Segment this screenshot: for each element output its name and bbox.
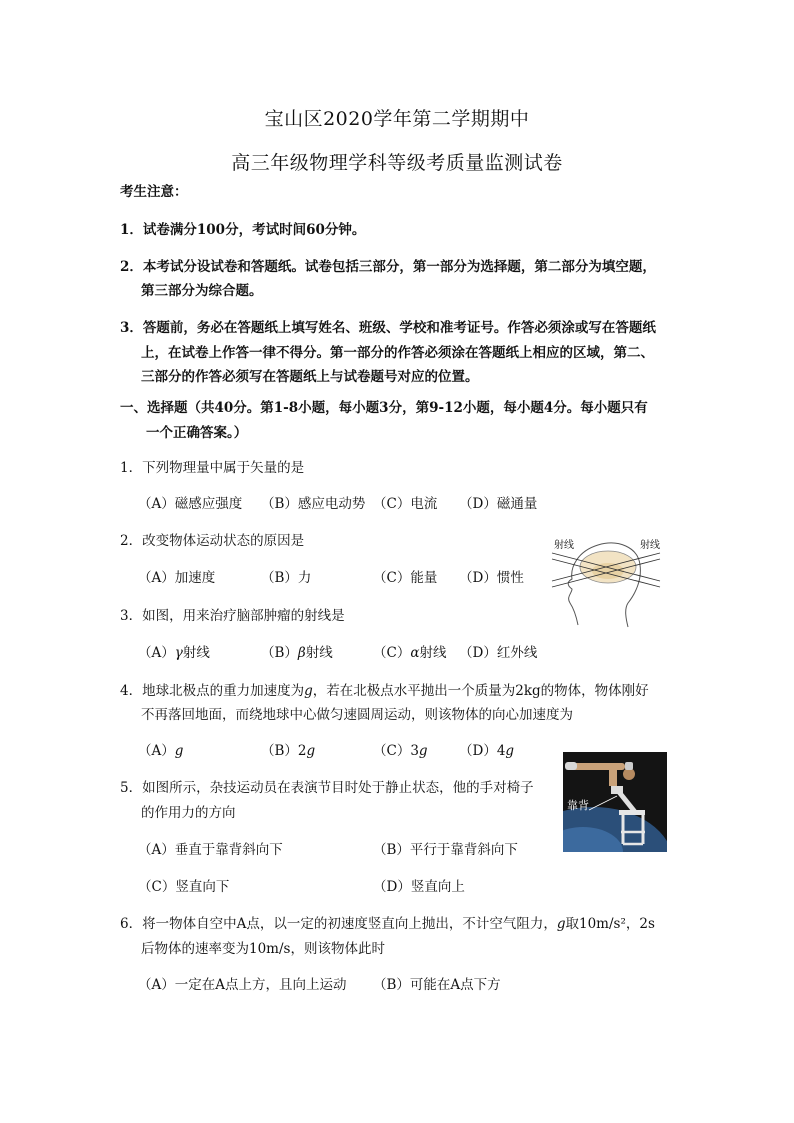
notice-heading: 考生注意：	[120, 184, 188, 200]
q4-option-d	[459, 741, 514, 761]
q4-d-prefix: （D）4	[459, 743, 506, 759]
q5-stem-line1: 5．如图所示，杂技运动员在表演节目时处于静止状态，他的手对椅子	[120, 780, 534, 796]
q4-option-b	[261, 741, 315, 761]
notice-item-3-line1: 3．答题前，务必在答题纸上填写姓名、班级、学校和准考证号。作答必须涂或写在答题纸	[120, 320, 656, 336]
q3-b-symbol: β	[297, 645, 306, 661]
q5-stem-line2: 的作用力的方向	[141, 805, 236, 821]
q4-stem-line1	[120, 681, 649, 701]
fig-backrest-label: 靠背	[567, 799, 589, 812]
q3-c-symbol: α	[410, 645, 420, 661]
notice-item-2-line1: 2．本考试分设试卷和答题纸。试卷包括三部分，第一部分为选择题，第二部分为填空题，	[120, 259, 656, 275]
q3-a-suffix: 射线	[182, 645, 210, 661]
acrobat-chair-figure	[563, 752, 667, 852]
section1-heading-line1: 一、选择题（共40分。第1-8小题，每小题3分，第9-12小题，每小题4分。每小题只有	[120, 400, 648, 416]
q4-c-prefix: （C）3	[373, 743, 419, 759]
q4-option-a	[138, 741, 183, 761]
q6-line1-post: 取10m/s²，2s	[565, 916, 655, 932]
q3-stem: 3．如图，用来治疗脑部肿瘤的射线是	[120, 608, 345, 624]
q5-option-b: （B）平行于靠背斜向下	[373, 842, 518, 858]
q4-line1-post: ，若在北极点水平抛出一个质量为2kg的物体，物体刚好	[312, 683, 649, 699]
notice-item-1: 1．试卷满分100分，考试时间60分钟。	[120, 222, 366, 238]
notice-item-2-line2: 第三部分为综合题。	[141, 283, 263, 299]
q4-stem-line2: 不再落回地面，而绕地球中心做匀速圆周运动，则该物体的向心加速度为	[141, 707, 573, 723]
fig-ray-label-left: 射线	[554, 540, 574, 551]
q6-option-a: （A）一定在A点上方，且向上运动	[138, 977, 347, 993]
q3-b-suffix: 射线	[305, 645, 333, 661]
q5-option-a: （A）垂直于靠背斜向下	[138, 842, 283, 858]
q4-d-value: g	[505, 743, 515, 759]
q3-a-symbol: γ	[174, 645, 183, 661]
q6-stem-line2: 后物体的速率变为10m/s，则该物体此时	[141, 941, 385, 957]
q3-c-suffix: 射线	[419, 645, 447, 661]
q2-option-c: （C）能量	[373, 570, 438, 586]
q3-b-prefix: （B）	[261, 645, 298, 661]
notice-item-3-line2: 上，在试卷上作答一律不得分。第一部分的作答必须涂在答题纸上相应的区域，第二、	[141, 345, 654, 361]
q5-option-d: （D）竖直向上	[373, 879, 465, 895]
q3-option-a	[138, 643, 210, 663]
q6-stem-line1	[120, 914, 655, 934]
q4-a-prefix: （A）	[138, 743, 175, 759]
q1-option-c: （C）电流	[373, 496, 438, 512]
q3-option-c	[373, 643, 446, 663]
q4-c-value: g	[418, 743, 428, 759]
brain-radiation-figure	[548, 537, 664, 633]
q2-stem: 2．改变物体运动状态的原因是	[120, 533, 305, 549]
exam-title-line2: 高三年级物理学科等级考质量监测试卷	[231, 152, 563, 174]
q4-b-value: g	[306, 743, 316, 759]
q6-option-b: （B）可能在A点下方	[373, 977, 501, 993]
q6-line1-g: g	[556, 916, 566, 932]
fig-ray-label-right: 射线	[640, 540, 660, 551]
q3-c-prefix: （C）	[373, 645, 411, 661]
q1-option-d: （D）磁通量	[459, 496, 538, 512]
q2-option-d: （D）惯性	[459, 570, 524, 586]
q6-line1-pre: 6．将一物体自空中A点，以一定的初速度竖直向上抛出，不计空气阻力，	[120, 916, 557, 932]
notice-item-3-line3: 三部分的作答必须写在答题纸上与试卷题号对应的位置。	[141, 369, 479, 385]
q4-line1-pre: 4．地球北极点的重力加速度为	[120, 683, 305, 699]
q4-option-c	[373, 741, 428, 761]
q3-option-d: （D）红外线	[459, 645, 538, 661]
q3-option-b	[261, 643, 333, 663]
q2-option-b: （B）力	[261, 570, 312, 586]
q1-stem: 1．下列物理量中属于矢量的是	[120, 460, 305, 476]
q1-option-a: （A）磁感应强度	[138, 496, 243, 512]
q4-line1-g: g	[304, 683, 313, 699]
exam-title-line1: 宝山区2020学年第二学期期中	[264, 108, 530, 130]
q3-a-prefix: （A）	[138, 645, 175, 661]
q4-b-prefix: （B）2	[261, 743, 307, 759]
q4-a-value: g	[174, 743, 184, 759]
q2-option-a: （A）加速度	[138, 570, 216, 586]
section1-heading-line2: 一个正确答案。）	[146, 425, 248, 441]
q5-option-c: （C）竖直向下	[138, 879, 230, 895]
q1-option-b: （B）感应电动势	[261, 496, 366, 512]
